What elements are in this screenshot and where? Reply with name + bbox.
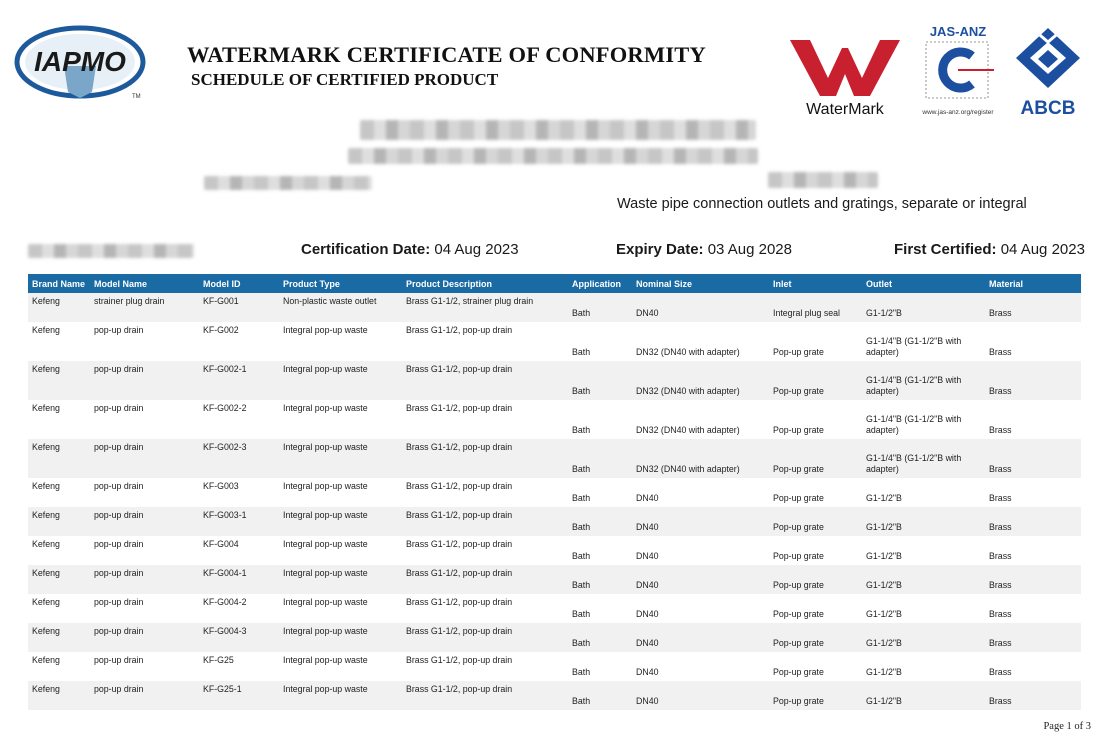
table-row — [28, 681, 1081, 710]
certificate-subtitle: SCHEDULE OF CERTIFIED PRODUCT — [191, 70, 499, 89]
cell-outlet: G1-1/2"B — [866, 522, 902, 532]
cell-application: Bath — [572, 493, 591, 503]
cell-product-description: Brass G1-1/2, pop-up drain — [406, 684, 513, 694]
cell-model-name: pop-up drain — [94, 403, 144, 413]
table-row — [28, 322, 1081, 361]
jas-anz-url: www.jas-anz.org/register — [922, 109, 994, 116]
redacted-licence-number — [28, 244, 194, 258]
cell-brand-name: Kefeng — [32, 568, 60, 578]
cell-product-type: Integral pop-up waste — [283, 539, 368, 549]
cell-application: Bath — [572, 609, 591, 619]
cell-nominal-size: DN40 — [636, 609, 659, 619]
cell-model-id: KF-G004 — [203, 539, 239, 549]
cell-model-name: pop-up drain — [94, 325, 144, 335]
first-certified-date — [894, 241, 1085, 258]
cell-inlet: Pop-up grate — [773, 493, 824, 503]
cell-inlet: Pop-up grate — [773, 464, 824, 474]
col-nominal-size: Nominal Size — [632, 274, 769, 293]
first-certified-label: First Certified: — [894, 241, 997, 258]
cell-product-description: Brass G1-1/2, pop-up drain — [406, 364, 513, 374]
cell-outlet: G1-1/2"B — [866, 551, 902, 561]
cell-outlet: G1-1/4"B (G1-1/2"B with adapter) — [866, 336, 962, 357]
table-header-row — [28, 274, 1081, 293]
certification-date-label: Certification Date: — [301, 241, 431, 258]
cell-outlet: G1-1/4"B (G1-1/2"B with adapter) — [866, 375, 962, 396]
cell-model-name: pop-up drain — [94, 568, 144, 578]
expiry-date-value: 03 Aug 2028 — [707, 241, 792, 258]
cell-product-description: Brass G1-1/2, pop-up drain — [406, 442, 513, 452]
cell-application: Bath — [572, 522, 591, 532]
cell-nominal-size: DN32 (DN40 with adapter) — [636, 347, 740, 357]
col-material: Material — [985, 274, 1081, 293]
table-row — [28, 565, 1081, 594]
cell-product-type: Integral pop-up waste — [283, 442, 368, 452]
cell-brand-name: Kefeng — [32, 442, 60, 452]
cell-inlet: Pop-up grate — [773, 347, 824, 357]
cell-model-id: KF-G25 — [203, 655, 234, 665]
cell-inlet: Pop-up grate — [773, 609, 824, 619]
cell-inlet: Pop-up grate — [773, 638, 824, 648]
cell-material: Brass — [989, 609, 1012, 619]
cell-application: Bath — [572, 580, 591, 590]
cell-outlet: G1-1/2"B — [866, 667, 902, 677]
cell-nominal-size: DN40 — [636, 493, 659, 503]
cell-material: Brass — [989, 522, 1012, 532]
cell-product-type: Integral pop-up waste — [283, 684, 368, 694]
cell-product-description: Brass G1-1/2, pop-up drain — [406, 655, 513, 665]
redacted-holder-address — [348, 148, 758, 164]
cell-product-description: Brass G1-1/2, pop-up drain — [406, 510, 513, 520]
cell-material: Brass — [989, 493, 1012, 503]
cell-model-id: KF-G002-1 — [203, 364, 247, 374]
col-product-description: Product Description — [402, 274, 568, 293]
cell-product-description: Brass G1-1/2, pop-up drain — [406, 626, 513, 636]
table-row — [28, 536, 1081, 565]
cell-model-id: KF-G002-3 — [203, 442, 247, 452]
cell-product-type: Integral pop-up waste — [283, 364, 368, 374]
cell-model-id: KF-G004-2 — [203, 597, 247, 607]
cell-application: Bath — [572, 386, 591, 396]
cell-nominal-size: DN40 — [636, 308, 659, 318]
cell-nominal-size: DN32 (DN40 with adapter) — [636, 425, 740, 435]
redacted-field-right — [768, 172, 878, 188]
cell-application: Bath — [572, 347, 591, 357]
table-row — [28, 439, 1081, 478]
cell-model-id: KF-G004-3 — [203, 626, 247, 636]
cell-outlet: G1-1/2"B — [866, 308, 902, 318]
cell-model-name: pop-up drain — [94, 442, 144, 452]
table-row — [28, 507, 1081, 536]
cell-product-description: Brass G1-1/2, pop-up drain — [406, 325, 513, 335]
cell-inlet: Integral plug seal — [773, 308, 840, 318]
cell-outlet: G1-1/2"B — [866, 609, 902, 619]
cell-brand-name: Kefeng — [32, 684, 60, 694]
certified-product-table — [28, 274, 1081, 710]
table-row — [28, 293, 1081, 322]
cell-outlet: G1-1/2"B — [866, 638, 902, 648]
cell-model-name: pop-up drain — [94, 684, 144, 694]
cell-model-name: pop-up drain — [94, 510, 144, 520]
cell-product-type: Non-plastic waste outlet — [283, 296, 377, 306]
cell-model-id: KF-G003 — [203, 481, 239, 491]
cell-product-type: Integral pop-up waste — [283, 597, 368, 607]
cell-brand-name: Kefeng — [32, 364, 60, 374]
col-brand-name: Brand Name — [28, 274, 90, 293]
cell-nominal-size: DN40 — [636, 522, 659, 532]
cell-model-id: KF-G25-1 — [203, 684, 242, 694]
cell-inlet: Pop-up grate — [773, 580, 824, 590]
cell-brand-name: Kefeng — [32, 655, 60, 665]
cell-outlet: G1-1/4"B (G1-1/2"B with adapter) — [866, 453, 962, 474]
cell-material: Brass — [989, 386, 1012, 396]
table-body — [28, 293, 1081, 710]
cell-brand-name: Kefeng — [32, 510, 60, 520]
cell-material: Brass — [989, 308, 1012, 318]
first-certified-value: 04 Aug 2023 — [1000, 241, 1085, 258]
cell-inlet: Pop-up grate — [773, 386, 824, 396]
cell-model-name: pop-up drain — [94, 481, 144, 491]
cell-model-id: KF-G003-1 — [203, 510, 247, 520]
cell-product-description: Brass G1-1/2, pop-up drain — [406, 568, 513, 578]
cell-material: Brass — [989, 464, 1012, 474]
cell-product-type: Integral pop-up waste — [283, 626, 368, 636]
watermark-logo — [788, 34, 902, 120]
cell-model-id: KF-G004-1 — [203, 568, 247, 578]
cell-material: Brass — [989, 667, 1012, 677]
cell-application: Bath — [572, 551, 591, 561]
cell-product-type: Integral pop-up waste — [283, 403, 368, 413]
cell-brand-name: Kefeng — [32, 539, 60, 549]
cell-product-description: Brass G1-1/2, pop-up drain — [406, 403, 513, 413]
cell-nominal-size: DN40 — [636, 667, 659, 677]
cell-application: Bath — [572, 667, 591, 677]
cell-model-id: KF-G001 — [203, 296, 239, 306]
col-product-type: Product Type — [279, 274, 402, 293]
certification-date — [301, 241, 519, 258]
cell-inlet: Pop-up grate — [773, 522, 824, 532]
jas-anz-logo-text: JAS-ANZ — [929, 24, 987, 39]
certificate-title: WATERMARK CERTIFICATE OF CONFORMITY — [187, 42, 706, 67]
cell-product-description: Brass G1-1/2, pop-up drain — [406, 539, 513, 549]
col-model-name: Model Name — [90, 274, 199, 293]
table-row — [28, 478, 1081, 507]
cell-model-name: pop-up drain — [94, 626, 144, 636]
cell-application: Bath — [572, 308, 591, 318]
cell-nominal-size: DN40 — [636, 638, 659, 648]
cell-product-type: Integral pop-up waste — [283, 510, 368, 520]
cell-material: Brass — [989, 696, 1012, 706]
cell-brand-name: Kefeng — [32, 626, 60, 636]
table-row — [28, 623, 1081, 652]
cell-material: Brass — [989, 425, 1012, 435]
col-application: Application — [568, 274, 632, 293]
cell-product-type: Integral pop-up waste — [283, 655, 368, 665]
cell-application: Bath — [572, 696, 591, 706]
cell-brand-name: Kefeng — [32, 296, 60, 306]
abcb-logo — [1012, 26, 1084, 118]
cell-model-id: KF-G002-2 — [203, 403, 247, 413]
cell-product-type: Integral pop-up waste — [283, 568, 368, 578]
cell-nominal-size: DN40 — [636, 580, 659, 590]
cell-material: Brass — [989, 638, 1012, 648]
cell-brand-name: Kefeng — [32, 325, 60, 335]
cell-inlet: Pop-up grate — [773, 425, 824, 435]
cell-material: Brass — [989, 347, 1012, 357]
redacted-holder-name — [360, 120, 756, 140]
cell-inlet: Pop-up grate — [773, 696, 824, 706]
cell-brand-name: Kefeng — [32, 481, 60, 491]
cell-outlet: G1-1/2"B — [866, 696, 902, 706]
cell-model-id: KF-G002 — [203, 325, 239, 335]
table-row — [28, 594, 1081, 623]
cell-inlet: Pop-up grate — [773, 667, 824, 677]
iapmo-logo — [14, 24, 150, 102]
cell-model-name: pop-up drain — [94, 655, 144, 665]
cell-nominal-size: DN40 — [636, 696, 659, 706]
cell-brand-name: Kefeng — [32, 597, 60, 607]
table-row — [28, 652, 1081, 681]
iapmo-tm: TM — [132, 94, 141, 100]
cell-brand-name: Kefeng — [32, 403, 60, 413]
cell-model-name: pop-up drain — [94, 539, 144, 549]
certification-date-value: 04 Aug 2023 — [434, 241, 519, 258]
cell-product-description: Brass G1-1/2, pop-up drain — [406, 597, 513, 607]
col-outlet: Outlet — [862, 274, 985, 293]
cell-model-name: strainer plug drain — [94, 296, 165, 306]
page-number: Page 1 of 3 — [1043, 721, 1091, 732]
cell-product-type: Integral pop-up waste — [283, 481, 368, 491]
cell-material: Brass — [989, 551, 1012, 561]
expiry-date — [616, 241, 792, 258]
cell-application: Bath — [572, 464, 591, 474]
col-model-id: Model ID — [199, 274, 279, 293]
abcb-logo-text: ABCB — [1020, 98, 1076, 118]
cell-model-name: pop-up drain — [94, 364, 144, 374]
expiry-date-label: Expiry Date: — [616, 241, 704, 258]
table-row — [28, 361, 1081, 400]
iapmo-logo-text: IAPMO — [34, 46, 126, 77]
cell-material: Brass — [989, 580, 1012, 590]
jas-anz-logo — [916, 22, 1000, 118]
cell-application: Bath — [572, 638, 591, 648]
redacted-field-left — [204, 176, 372, 190]
cell-nominal-size: DN32 (DN40 with adapter) — [636, 386, 740, 396]
cell-inlet: Pop-up grate — [773, 551, 824, 561]
col-inlet: Inlet — [769, 274, 862, 293]
cell-nominal-size: DN40 — [636, 551, 659, 561]
cell-outlet: G1-1/4"B (G1-1/2"B with adapter) — [866, 414, 962, 435]
cell-nominal-size: DN32 (DN40 with adapter) — [636, 464, 740, 474]
cell-outlet: G1-1/2"B — [866, 580, 902, 590]
cell-product-type: Integral pop-up waste — [283, 325, 368, 335]
watermark-logo-text: WaterMark — [806, 101, 884, 118]
cell-outlet: G1-1/2"B — [866, 493, 902, 503]
cell-product-description: Brass G1-1/2, strainer plug drain — [406, 296, 534, 306]
cell-model-name: pop-up drain — [94, 597, 144, 607]
product-category: Waste pipe connection outlets and gratings, separate or integral — [617, 196, 1027, 212]
cell-application: Bath — [572, 425, 591, 435]
table-row — [28, 400, 1081, 439]
cell-product-description: Brass G1-1/2, pop-up drain — [406, 481, 513, 491]
